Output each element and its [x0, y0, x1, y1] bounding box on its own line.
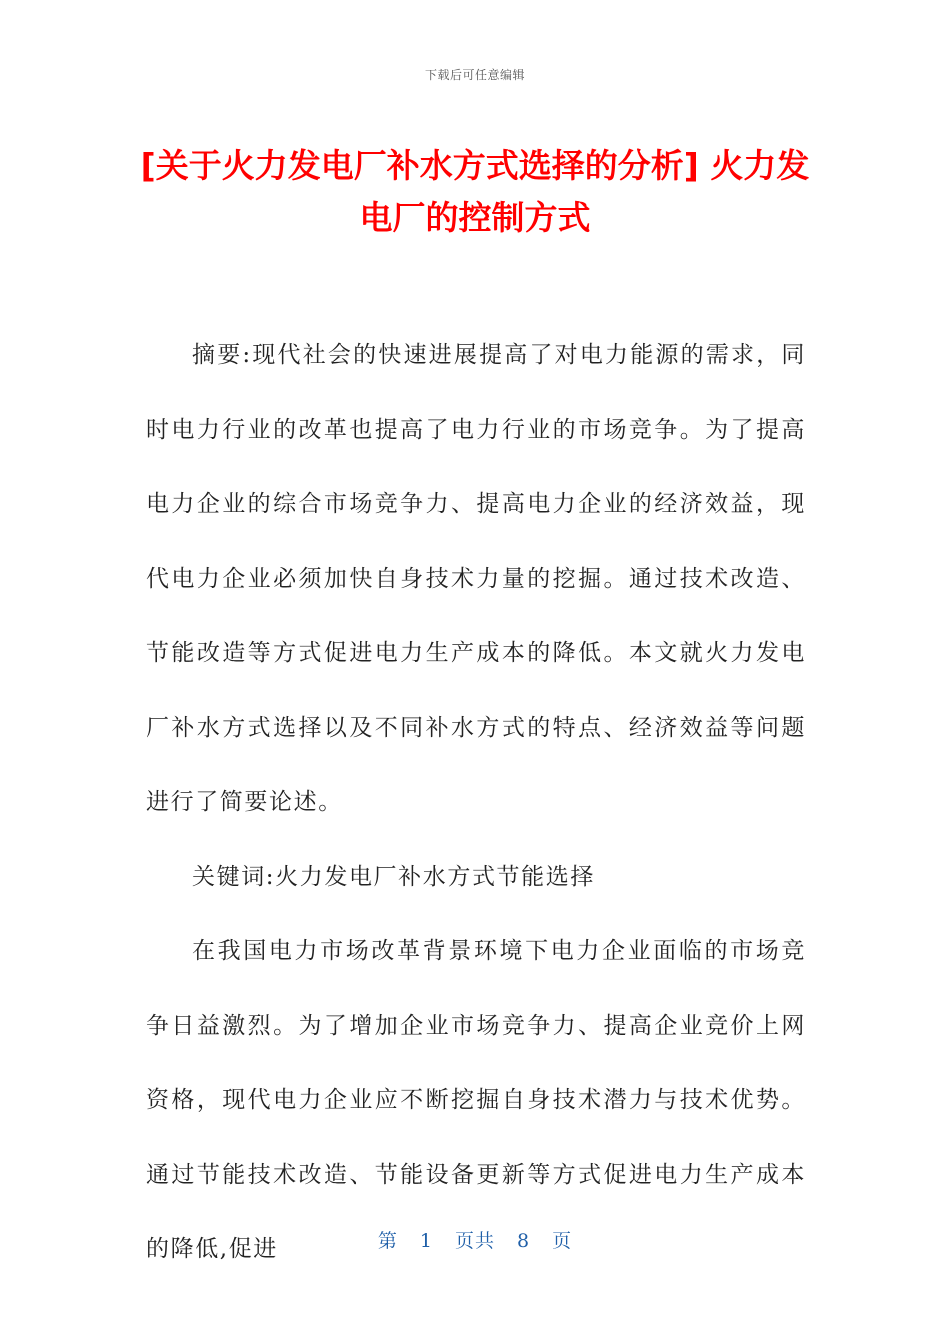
footer-prefix: 第: [377, 1230, 398, 1252]
intro-paragraph: 在我国电力市场改革背景环境下电力企业面临的市场竞争日益激烈。为了增加企业市场竞争力、提高企业竞价上网资格，现代电力企业应不断挖掘自身技术潜力与技术优势。通过节能技术改造、节能设备更新等方式促进电力生产成本的降低,促进: [146, 938, 806, 1262]
page-footer: [0, 1226, 950, 1253]
abstract-paragraph: 摘要:现代社会的快速进展提高了对电力能源的需求，同时电力行业的改革也提高了电力行业的市场竞争。为了提高电力企业的综合市场竞争力、提高电力企业的经济效益，现代电力企业必须加快自身技术力量的挖掘。通过技术改造、节能改造等方式促进电力生产成本的降低。本文就火力发电厂补水方式选择以及不同补水方式的特点、经济效益等问题进行了简要论述。: [146, 342, 806, 815]
document-title: [关于火力发电厂补水方式选择的分析] 火力发电厂的控制方式: [140, 146, 810, 237]
footer-current-page: 1: [419, 1230, 433, 1252]
footer-total-pages: 8: [517, 1230, 531, 1252]
footer-suffix: 页: [552, 1230, 573, 1252]
footer-middle: 页共: [454, 1230, 495, 1252]
keywords-paragraph: 关键词:火力发电厂补水方式节能选择: [192, 863, 595, 890]
header-note: 下载后可任意编辑: [424, 68, 525, 82]
document-body: [146, 318, 806, 1287]
